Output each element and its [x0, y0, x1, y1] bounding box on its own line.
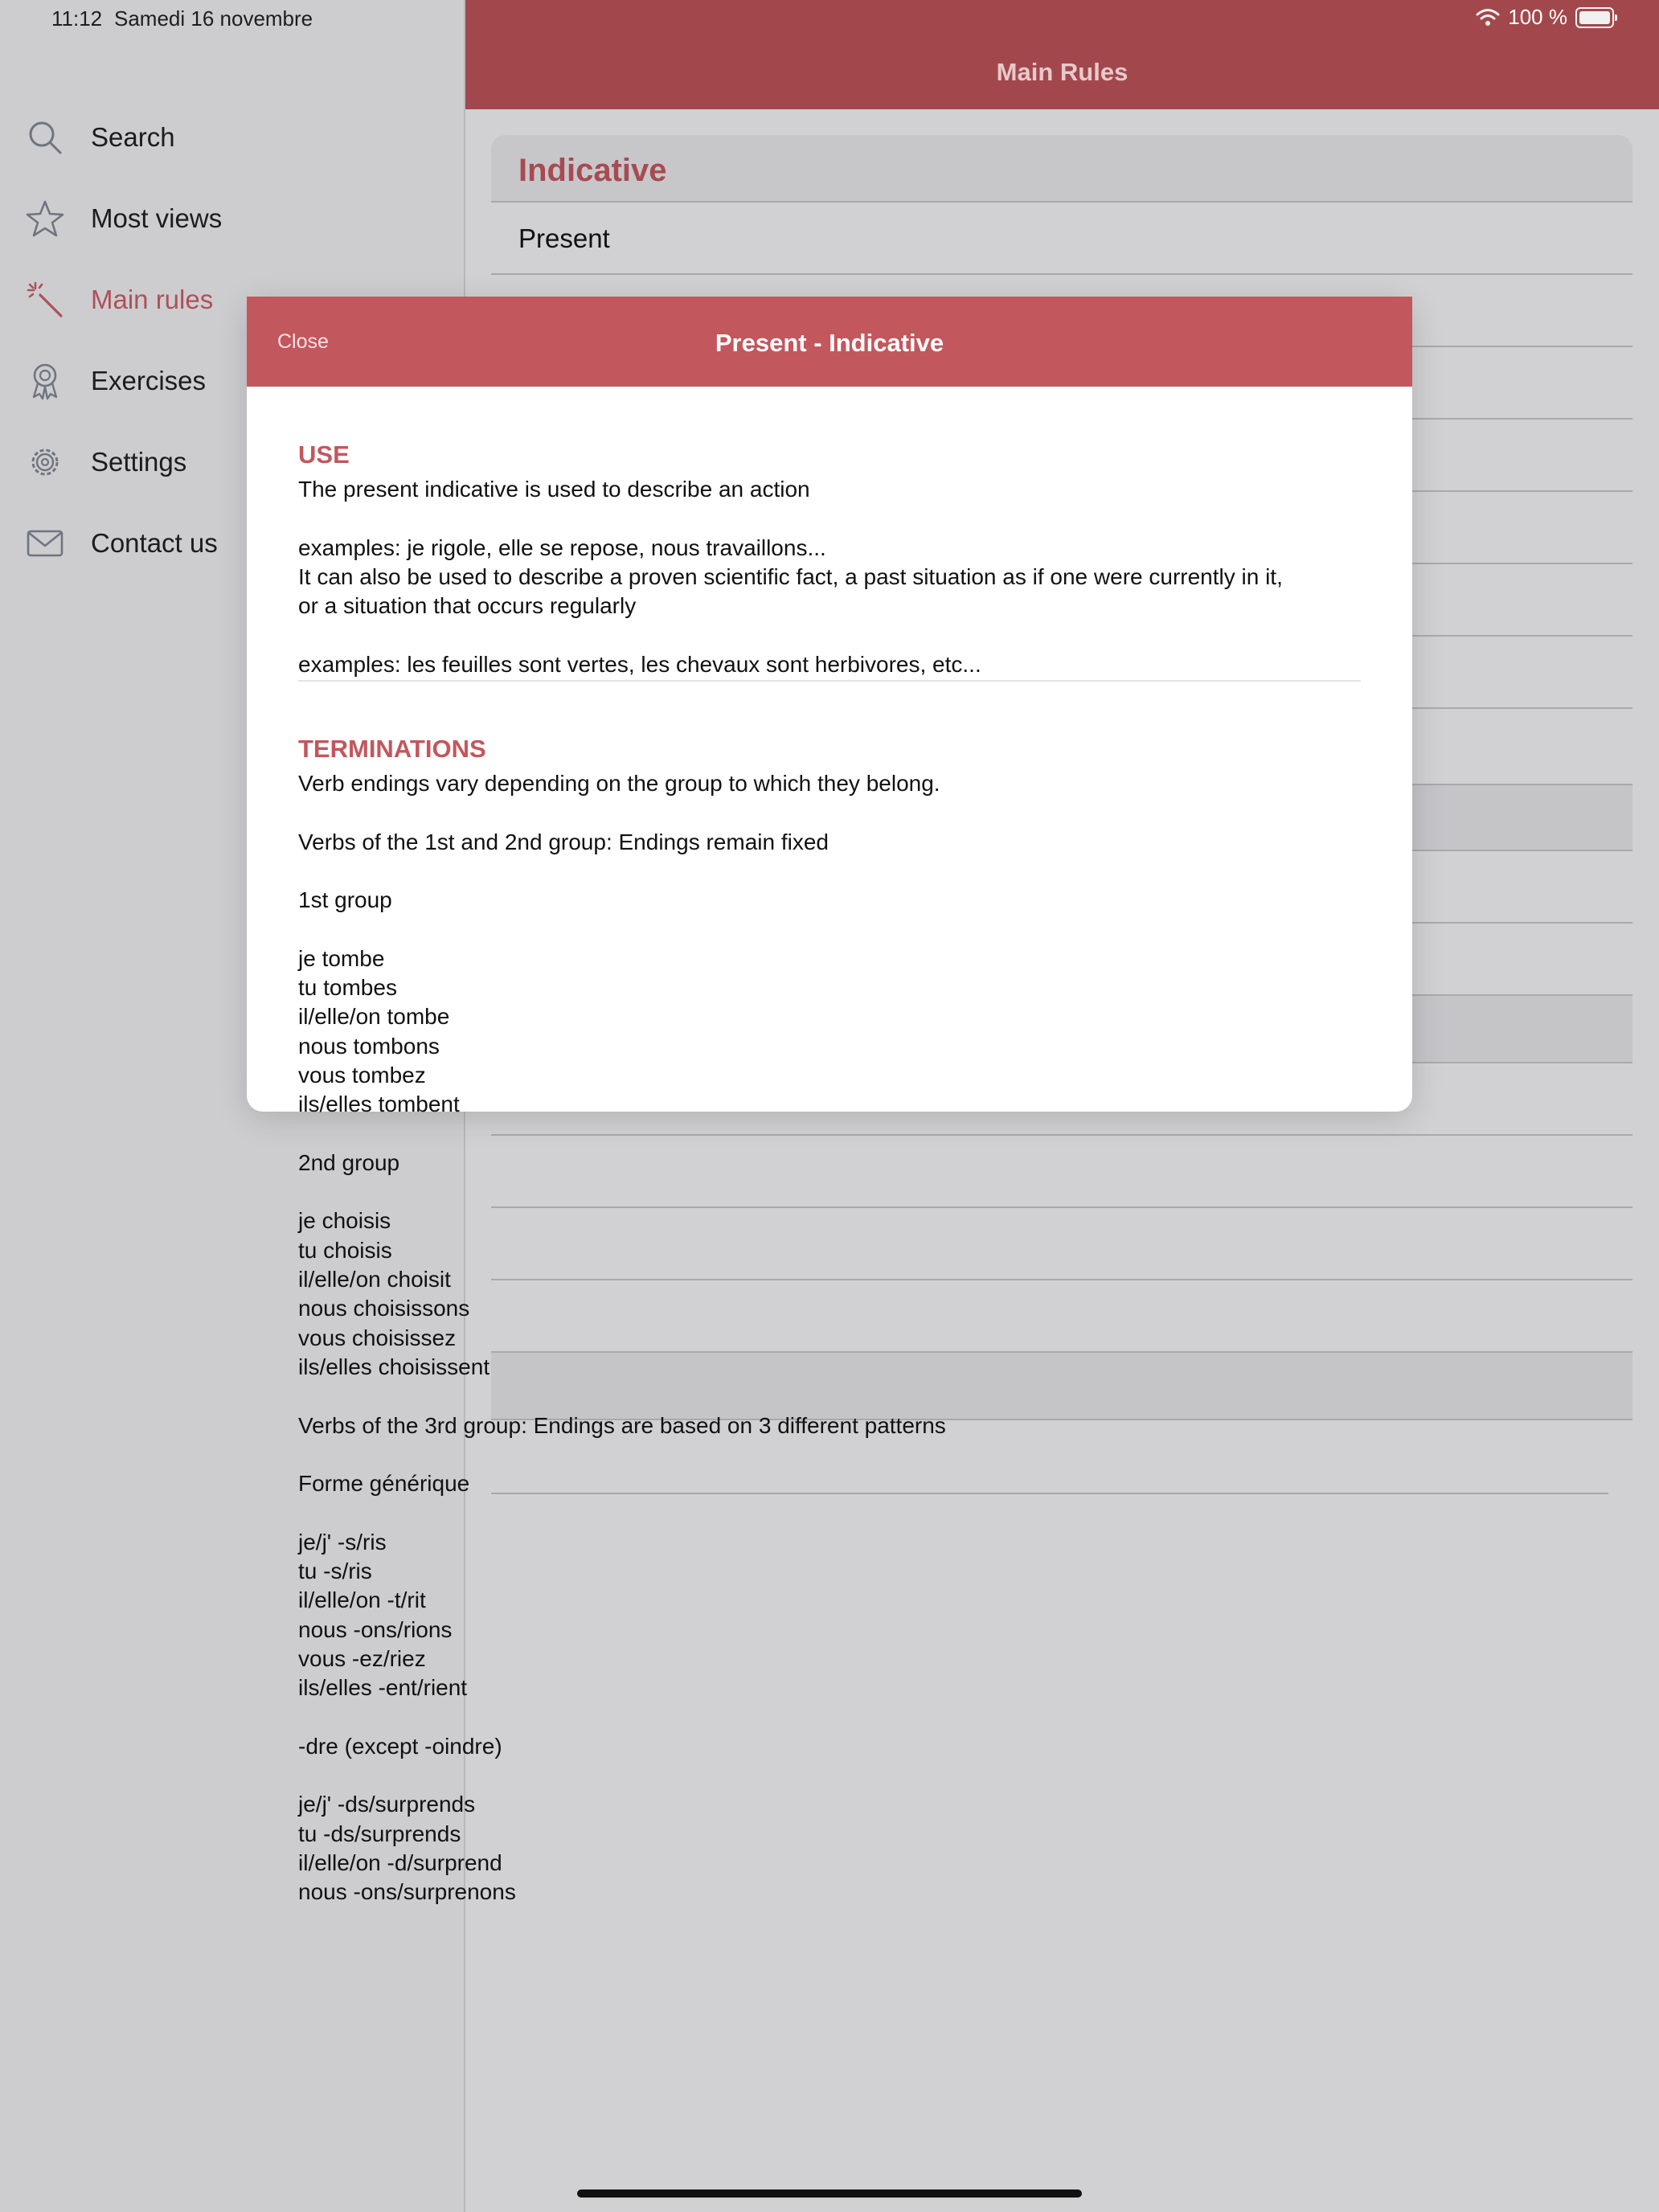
- row-label: Present: [518, 223, 610, 253]
- terminations-section: [298, 729, 1359, 1907]
- page-title: Main Rules: [996, 58, 1129, 86]
- gear-icon: [26, 443, 64, 481]
- battery-icon: [1575, 7, 1614, 28]
- status-bar: [0, 0, 1659, 39]
- star-icon: [26, 199, 64, 238]
- divider: [298, 680, 1361, 682]
- sidebar-item-label: Main rules: [91, 285, 214, 314]
- section-heading: TERMINATIONS: [298, 735, 486, 763]
- sidebar-item-label: Contact us: [91, 528, 218, 558]
- close-button[interactable]: Close: [277, 330, 329, 353]
- magic-wand-icon: [26, 281, 64, 319]
- sidebar-item-label: Search: [91, 122, 175, 152]
- sidebar-item-label: Exercises: [91, 366, 207, 395]
- sidebar-item-label: Settings: [91, 447, 187, 477]
- modal-scroll-content[interactable]: [247, 387, 1412, 1905]
- status-date: Samedi 16 novembre: [114, 6, 313, 31]
- award-ribbon-icon: [26, 362, 64, 400]
- envelope-icon: [26, 524, 64, 563]
- modal-header: [247, 297, 1412, 387]
- rule-detail-modal: [247, 297, 1412, 1905]
- section-text: Verb endings vary depending on the group to which they belong. Verbs of the 1st and 2nd group: Endings remain fixed 1st group je tombe tu tombes il/elle/on tombe nous tombons vous tombez ils/elles tombent 2nd group je choisis tu choisis il/elle/on choisit nous choisissons vous choisissez ils/elles choisissent Verbs of the 3rd group: Endings are based on 3 different patterns Forme générique je/j' -s/ris tu -s/ris il/elle/on -t/rit nous -ons/rions vous -ez/riez ils/elles -ent/rient -dre (except -oindre) je/j' -ds/surprends tu -ds/surprends il/elle/on -d/surprend nous -ons/surprenons: [298, 771, 946, 1905]
- section-header: [491, 135, 1632, 203]
- sidebar-item-label: Most views: [91, 203, 223, 233]
- section-title: Indicative: [518, 153, 667, 188]
- status-right: [1476, 5, 1614, 30]
- battery-percent: 100 %: [1508, 5, 1567, 29]
- section-heading: USE: [298, 440, 350, 469]
- section-text: The present indicative is used to describe an action examples: je rigole, elle se repose, nous travaillons... It can also be used to describe a proven scientific fact, a past situation as if one were currently in it, or a situation that occurs regularly examples: les feuilles sont vertes, les chevaux sont herbivores, etc...: [298, 477, 1283, 677]
- use-section: [298, 435, 1359, 679]
- search-icon: [26, 118, 64, 157]
- list-row-present[interactable]: [491, 203, 1632, 275]
- home-indicator: [577, 2189, 1082, 2198]
- modal-title: Present - Indicative: [715, 329, 944, 357]
- status-time: 11:12: [51, 6, 103, 31]
- sidebar-item-most-views[interactable]: [0, 186, 464, 251]
- wifi-icon: [1476, 8, 1500, 27]
- sidebar-item-search[interactable]: [0, 105, 464, 170]
